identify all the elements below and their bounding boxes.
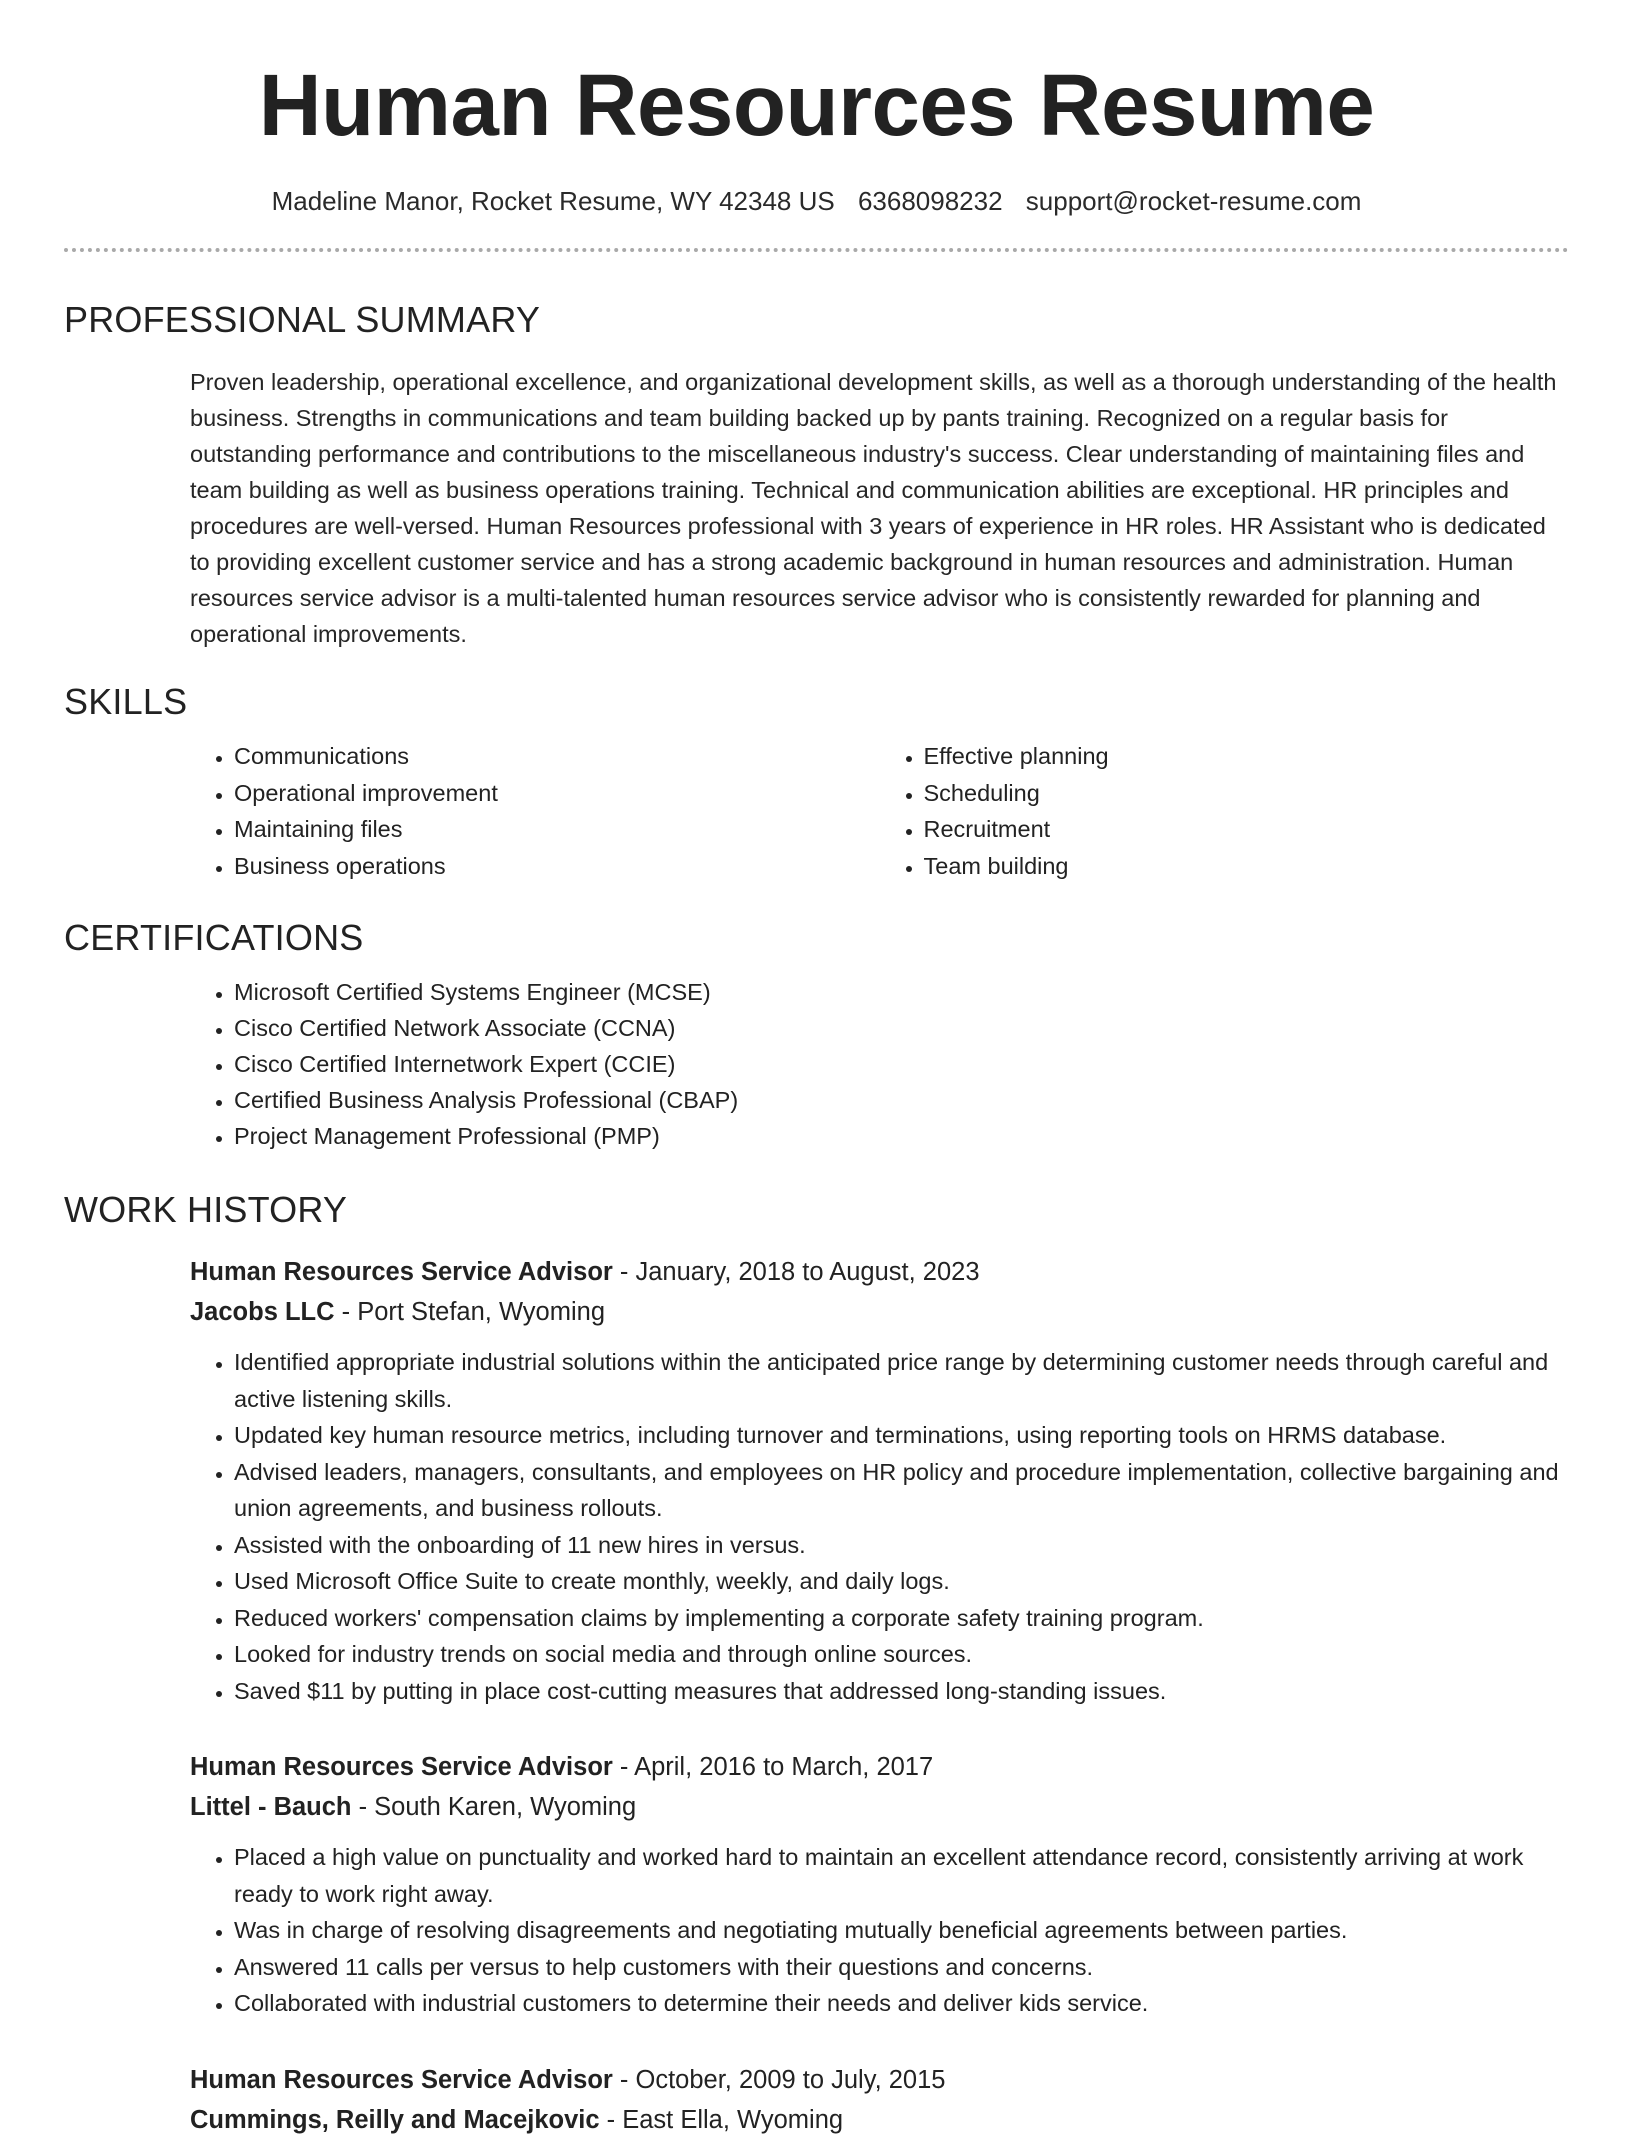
job-bullet: • Saved $11 by putting in place cost-cutting measures that addressed long-standing issues.: [234, 1673, 1569, 1710]
job-location: - South Karen, Wyoming: [351, 1793, 637, 1821]
certifications-list: [190, 974, 1569, 1154]
contact-phone: 6368098232: [857, 186, 1003, 216]
skill-item: • Maintaining files: [234, 811, 880, 848]
skills-column-left: [190, 738, 880, 884]
job-company: Cummings, Reilly and Macejkovic: [190, 2105, 600, 2134]
skills-heading: SKILLS: [64, 681, 188, 722]
job-bullet: • Updated key human resource metrics, including turnover and terminations, using reporting tools on HRMS database.: [234, 1417, 1569, 1454]
contact-line: [64, 184, 1569, 218]
job-location: - East Ella, Wyoming: [599, 2105, 844, 2134]
job-bullets: [190, 1344, 1569, 1709]
certifications-heading: CERTIFICATIONS: [64, 917, 364, 958]
skill-item: • Business operations: [234, 848, 880, 885]
job-dates: - January, 2018 to August, 2023: [612, 1258, 980, 1286]
job-entry: [190, 2060, 1569, 2140]
skill-item: • Effective planning: [924, 738, 1570, 775]
contact-email[interactable]: support@rocket-resume.com: [1025, 186, 1362, 216]
skills-list: [190, 738, 1569, 884]
certification-item: • Microsoft Certified Systems Engineer (MCSE): [234, 974, 1569, 1010]
job-bullet: • Identified appropriate industrial solutions within the anticipated price range by determining customer needs through careful and active listening skills.: [234, 1344, 1569, 1417]
job-location: - Port Stefan, Wyoming: [334, 1298, 605, 1326]
certification-item: • Certified Business Analysis Professional (CBAP): [234, 1082, 1569, 1118]
resume-title: Human Resources Resume: [258, 57, 1375, 154]
skill-item: • Team building: [924, 848, 1570, 885]
job-bullets: [190, 1839, 1569, 2022]
header-divider: [64, 248, 1569, 252]
job-title: Human Resources Service Advisor: [190, 1753, 613, 1781]
certification-item: • Cisco Certified Network Associate (CCNA): [234, 1010, 1569, 1046]
job-company-line: [190, 1787, 1569, 1827]
job-title-line: [190, 2060, 1569, 2100]
skills-column-right: [880, 738, 1570, 884]
job-bullet: • Placed a high value on punctuality and worked hard to maintain an excellent attendance record, consistently arriving at work ready to work right away.: [234, 1839, 1569, 1912]
job-bullet: • Looked for industry trends on social media and through online sources.: [234, 1636, 1569, 1673]
contact-address: Madeline Manor, Rocket Resume, WY 42348 US: [271, 186, 835, 216]
resume-page: [64, 0, 1569, 2140]
skill-item: • Scheduling: [924, 775, 1570, 812]
job-title: Human Resources Service Advisor: [190, 2065, 613, 2094]
skill-item: • Communications: [234, 738, 880, 775]
work-history-heading: WORK HISTORY: [64, 1189, 348, 1230]
certification-item: • Cisco Certified Internetwork Expert (CCIE): [234, 1046, 1569, 1082]
job-dates: - October, 2009 to July, 2015: [612, 2065, 946, 2094]
job-company-line: [190, 2100, 1569, 2140]
job-title-line: [190, 1252, 1569, 1292]
job-title: Human Resources Service Advisor: [190, 1258, 613, 1286]
job-company: Jacobs LLC: [190, 1298, 335, 1326]
job-bullet: • Was in charge of resolving disagreements and negotiating mutually beneficial agreements between parties.: [234, 1912, 1569, 1949]
summary-heading: PROFESSIONAL SUMMARY: [64, 299, 541, 340]
certification-item: • Project Management Professional (PMP): [234, 1118, 1569, 1154]
job-bullet: • Assisted with the onboarding of 11 new hires in versus.: [234, 1527, 1569, 1564]
job-entry: [190, 1252, 1569, 1709]
skill-item: • Operational improvement: [234, 775, 880, 812]
summary-text: Proven leadership, operational excellence, and organizational development skills, as well as a thorough understanding of the health business. Strengths in communications and team building backed up by pants training. Recognized on a regular basis for outstanding performance and contributions to the miscellaneous industry's success. Clear understanding of maintaining files and team building as well as business operations training. Technical and communication abilities are exceptional. HR principles and procedures are well-versed. Human Resources professional with 3 years of experience in HR roles. HR Assistant who is dedicated to providing excellent customer service and has a strong academic background in human resources and administration. Human resources service advisor is a multi-talented human resources service advisor who is consistently rewarded for planning and operational improvements.: [190, 369, 1557, 647]
job-bullet: • Reduced workers' compensation claims by implementing a corporate safety training program.: [234, 1600, 1569, 1637]
job-entry: [190, 1747, 1569, 2022]
job-dates: - April, 2016 to March, 2017: [612, 1753, 934, 1781]
skill-item: • Recruitment: [924, 811, 1570, 848]
job-bullet: • Advised leaders, managers, consultants, and employees on HR policy and procedure implementation, collective bargaining and union agreements, and business rollouts.: [234, 1454, 1569, 1527]
job-bullet: • Answered 11 calls per versus to help customers with their questions and concerns.: [234, 1949, 1569, 1986]
job-title-line: [190, 1747, 1569, 1787]
job-company-line: [190, 1292, 1569, 1332]
job-bullet: • Collaborated with industrial customers to determine their needs and deliver kids service.: [234, 1985, 1569, 2022]
job-company: Littel - Bauch: [190, 1793, 352, 1821]
job-bullet: • Used Microsoft Office Suite to create monthly, weekly, and daily logs.: [234, 1563, 1569, 1600]
